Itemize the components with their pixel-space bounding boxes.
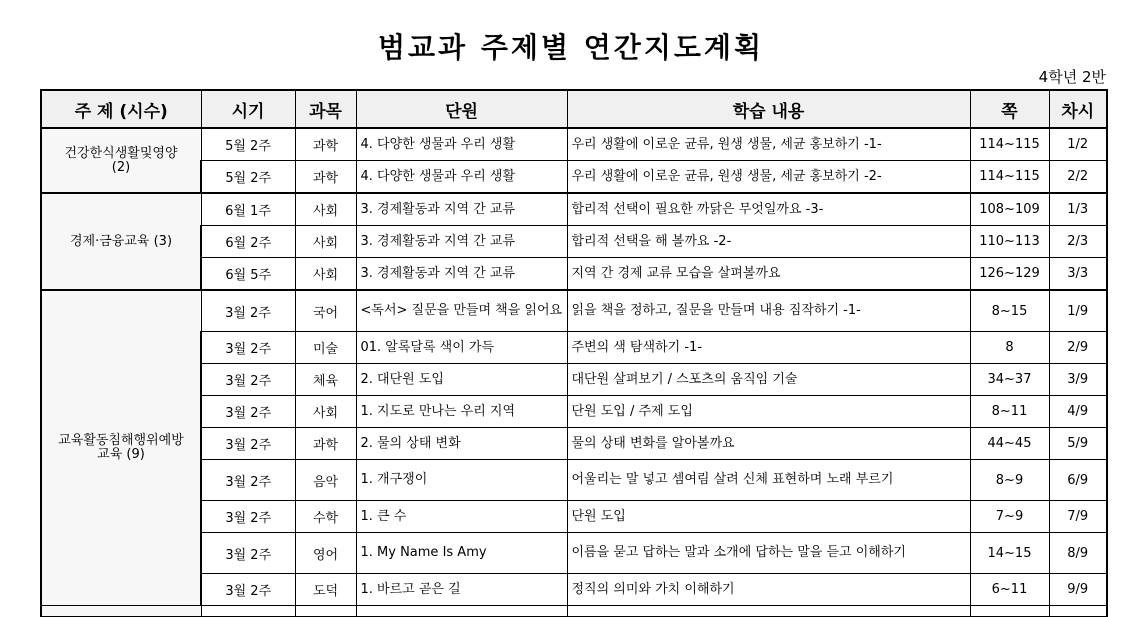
topic-cell: 건강한식생활및영양 (2)	[41, 128, 201, 193]
content-cell: 읽을 책을 정하고, 질문을 만들며 내용 짐작하기 -1-	[567, 290, 970, 332]
session-cell: 2/2	[1049, 161, 1107, 194]
empty-cell	[567, 606, 970, 617]
session-cell: 1/9	[1049, 290, 1107, 332]
table-row	[41, 533, 1107, 574]
table-row-partial	[41, 606, 1107, 617]
period-cell: 3월 2주	[201, 501, 295, 533]
subject-cell: 사회	[295, 226, 356, 258]
content-cell: 물의 상태 변화를 알아볼까요	[567, 428, 970, 460]
unit-cell: 1. 큰 수	[356, 501, 567, 533]
content-cell: 주변의 색 탐색하기 -1-	[567, 332, 970, 364]
period-cell: 3월 2주	[201, 364, 295, 396]
session-cell: 3/9	[1049, 364, 1107, 396]
header-pages: 쪽	[970, 90, 1049, 128]
session-cell: 2/3	[1049, 226, 1107, 258]
period-cell: 3월 2주	[201, 574, 295, 606]
header-unit: 단원	[356, 90, 567, 128]
table-row	[41, 428, 1107, 460]
period-cell: 6월 1주	[201, 193, 295, 226]
topic-cell: 경제·금융교육 (3)	[41, 193, 201, 290]
pages-cell: 8	[970, 332, 1049, 364]
table-row	[41, 460, 1107, 501]
subject-cell: 도덕	[295, 574, 356, 606]
content-cell: 단원 도입 / 주제 도입	[567, 396, 970, 428]
pages-cell: 44~45	[970, 428, 1049, 460]
unit-cell: 1. 개구쟁이	[356, 460, 567, 501]
header-period: 시기	[201, 90, 295, 128]
period-cell: 3월 2주	[201, 428, 295, 460]
period-cell: 3월 2주	[201, 533, 295, 574]
session-cell: 8/9	[1049, 533, 1107, 574]
session-cell: 9/9	[1049, 574, 1107, 606]
session-cell: 1/3	[1049, 193, 1107, 226]
content-cell: 우리 생활에 이로운 균류, 원생 생물, 세균 홍보하기 -2-	[567, 161, 970, 194]
subject-cell: 과학	[295, 428, 356, 460]
unit-cell: 01. 알록달록 색이 가득	[356, 332, 567, 364]
unit-cell: 2. 대단원 도입	[356, 364, 567, 396]
period-cell: 3월 2주	[201, 396, 295, 428]
subject-cell: 과학	[295, 161, 356, 194]
table-row	[41, 501, 1107, 533]
table-row	[41, 364, 1107, 396]
content-cell: 이름을 묻고 답하는 말과 소개에 답하는 말을 듣고 이해하기	[567, 533, 970, 574]
unit-cell: 3. 경제활동과 지역 간 교류	[356, 226, 567, 258]
table-row	[41, 128, 1107, 161]
subject-cell: 사회	[295, 193, 356, 226]
pages-cell: 126~129	[970, 258, 1049, 291]
empty-cell	[970, 606, 1049, 617]
unit-cell: 3. 경제활동과 지역 간 교류	[356, 258, 567, 291]
subject-cell: 음악	[295, 460, 356, 501]
session-cell: 3/3	[1049, 258, 1107, 291]
unit-cell: 1. 바르고 곧은 길	[356, 574, 567, 606]
period-cell: 6월 2주	[201, 226, 295, 258]
topic-cell: 교육활동침해행위예방 교육 (9)	[41, 290, 201, 606]
pages-cell: 34~37	[970, 364, 1049, 396]
session-cell: 7/9	[1049, 501, 1107, 533]
table-row	[41, 574, 1107, 606]
content-cell: 대단원 살펴보기 / 스포츠의 움직임 기술	[567, 364, 970, 396]
header-topic: 주 제 (시수)	[41, 90, 201, 128]
unit-cell: <독서> 질문을 만들며 책을 읽어요	[356, 290, 567, 332]
unit-cell: 2. 물의 상태 변화	[356, 428, 567, 460]
unit-cell: 3. 경제활동과 지역 간 교류	[356, 193, 567, 226]
empty-cell	[295, 606, 356, 617]
class-label: 4학년 2반	[1038, 68, 1106, 86]
header-row	[41, 90, 1107, 128]
period-cell: 3월 2주	[201, 332, 295, 364]
pages-cell: 14~15	[970, 533, 1049, 574]
content-cell: 어울리는 말 넣고 셈여림 살려 신체 표현하며 노래 부르기	[567, 460, 970, 501]
session-cell: 2/9	[1049, 332, 1107, 364]
session-cell: 5/9	[1049, 428, 1107, 460]
pages-cell: 8~15	[970, 290, 1049, 332]
empty-cell	[41, 606, 201, 617]
page-title: 범교과 주제별 연간지도계획	[377, 31, 765, 64]
header-content: 학습 내용	[567, 90, 970, 128]
period-cell: 3월 2주	[201, 290, 295, 332]
table-row	[41, 161, 1107, 194]
session-cell: 6/9	[1049, 460, 1107, 501]
table-row	[41, 396, 1107, 428]
empty-cell	[356, 606, 567, 617]
table-row	[41, 193, 1107, 226]
content-cell: 우리 생활에 이로운 균류, 원생 생물, 세균 홍보하기 -1-	[567, 128, 970, 161]
session-cell: 1/2	[1049, 128, 1107, 161]
pages-cell: 108~109	[970, 193, 1049, 226]
subject-cell: 수학	[295, 501, 356, 533]
subject-cell: 사회	[295, 396, 356, 428]
session-cell: 4/9	[1049, 396, 1107, 428]
period-cell: 5월 2주	[201, 161, 295, 194]
period-cell: 5월 2주	[201, 128, 295, 161]
pages-cell: 6~11	[970, 574, 1049, 606]
empty-cell	[1049, 606, 1107, 617]
subject-cell: 체육	[295, 364, 356, 396]
pages-cell: 110~113	[970, 226, 1049, 258]
empty-cell	[201, 606, 295, 617]
header-subject: 과목	[295, 90, 356, 128]
table-row	[41, 332, 1107, 364]
subject-cell: 영어	[295, 533, 356, 574]
table-row	[41, 226, 1107, 258]
content-cell: 합리적 선택을 해 볼까요 -2-	[567, 226, 970, 258]
table-row	[41, 258, 1107, 291]
subject-cell: 미술	[295, 332, 356, 364]
unit-cell: 4. 다양한 생물과 우리 생활	[356, 128, 567, 161]
unit-cell: 4. 다양한 생물과 우리 생활	[356, 161, 567, 194]
pages-cell: 8~9	[970, 460, 1049, 501]
subject-cell: 사회	[295, 258, 356, 291]
subject-cell: 국어	[295, 290, 356, 332]
table-row	[41, 290, 1107, 332]
pages-cell: 114~115	[970, 161, 1049, 194]
period-cell: 3월 2주	[201, 460, 295, 501]
plan-table	[40, 89, 1108, 617]
content-cell: 합리적 선택이 필요한 까닭은 무엇일까요 -3-	[567, 193, 970, 226]
content-cell: 정직의 의미와 가치 이해하기	[567, 574, 970, 606]
pages-cell: 7~9	[970, 501, 1049, 533]
unit-cell: 1. 지도로 만나는 우리 지역	[356, 396, 567, 428]
header-session: 차시	[1049, 90, 1107, 128]
content-cell: 단원 도입	[567, 501, 970, 533]
unit-cell: 1. My Name Is Amy	[356, 533, 567, 574]
pages-cell: 114~115	[970, 128, 1049, 161]
plan-table-body	[41, 128, 1107, 617]
pages-cell: 8~11	[970, 396, 1049, 428]
subject-cell: 과학	[295, 128, 356, 161]
period-cell: 6월 5주	[201, 258, 295, 291]
content-cell: 지역 간 경제 교류 모습을 살펴볼까요	[567, 258, 970, 291]
